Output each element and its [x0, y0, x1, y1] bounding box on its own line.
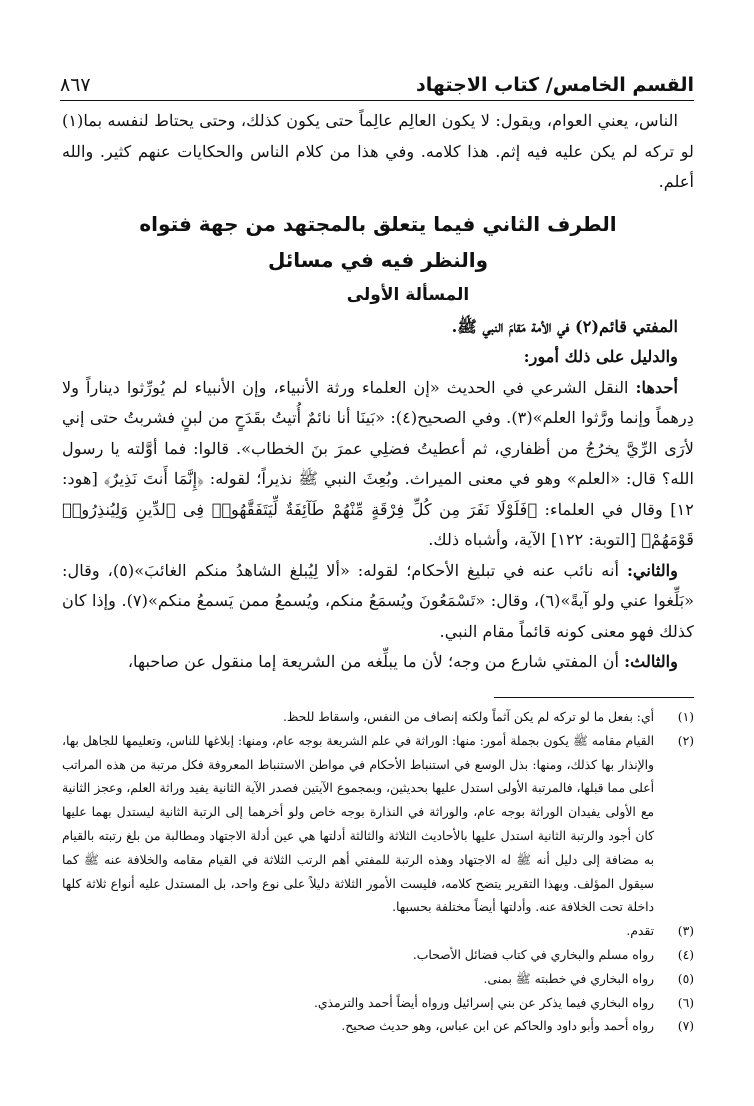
- thesis-statement: المفتي قائم(٢) في الأمة مَقامَ النبي ﷺ.: [451, 316, 678, 336]
- footnote: [62, 968, 694, 992]
- footnote-number: (٤): [677, 947, 694, 962]
- first-argument: [62, 373, 694, 556]
- footnote: [62, 1015, 694, 1039]
- footnote: [62, 992, 694, 1016]
- first-argument-text: النقل الشرعي في الحديث «إن العلماء ورثة الأنبياء، وإن الأنبياء لم يُورِّثوا ديناراً ولا دِرهماً وإنما ورَّثوا العلم»(٣). وفي الصحيح(٤): «بَينَا أنا نائمٌ أُتيتُ بقَدَحٍ من لبنٍ فشربتُ حتى إني لأرَى الرِّيَّ يخرُجُ من أظفاري، ثم أعطيتُ فضلِي عمرَ بنَ الخطاب». قالوا: فما أوَّلته يا رسول الله؟ قال: «العلم» وهو في معنى الميراث. وبُعِثَ النبي ﷺ نذيراً؛ لقوله: ﴿إِنَّمَا أَنتَ نَذِيرٌ﴾ [هود: ١٢] وقال في العلماء: ﴿فَلَوْلَا نَفَرَ مِن كُلِّ فِرْقَةٍ مِّنْهُمْ طَآئِفَةٌ لِّيَتَفَقَّهُوا۟ فِى ٱلدِّينِ وَلِيُنذِرُوا۟ قَوْمَهُمْ﴾ [التوبة: ١٢٢] الآية، وأشباه ذلك.: [62, 377, 694, 549]
- footnote: [62, 920, 694, 944]
- footnotes: [62, 706, 694, 1039]
- footnote: [62, 730, 694, 920]
- footnote-text: القيام مقامه ﷺ يكون بجملة أمور: منها: الوراثة في علم الشريعة بوجه عام، ومنها: إبلاغها للناس، وتعليمها للجاهل بها، والإنذار بها كذلك، ومنها: بذل الوسع في استنباط الأحكام في مواطن الاستنباط المعروفة فكل مرتبة من هذه المراتب أعلى مما قبلها، فالمرتبة الأولى استدل عليها بحديثين، وبمجموع الآيتين فصدر الآية الثانية يفيد وراثة العلم، وعجز الثانية مع الأولى يفيدان الوراثة بوجه عام، والوراثة في النذارة بوجه خاص ولو أخرهما إلى الرتبة الثانية ليستدل بهما عليها كان أجود والرتبة الثانية استدل عليها بالأحاديث الثلاثة والثالثة أدلتها هي عين أدلة الاجتهاد ومطالبة من بلغ رتبته بالقيام به مضافة إلى دليل أنه ﷺ له الاجتهاد وهذه الرتبة للمفتي أهم الرتب الثلاثة في القيام مقامه والخلافة عنه ﷺ كما سيقول المؤلف. وبهذا التقرير يتضح كلامه، فليست الأمور الثلاثة دليلاً على نوع واحد، بل المستدل عليه أنواع ثلاثة كلها داخلة تحت الخلافة عنه. وأدلتها أيضاً مختلفة بحسبها.: [62, 733, 654, 915]
- evidence-intro: والدليل على ذلك أمور:: [523, 347, 678, 366]
- part-heading-line-1: الطرف الثاني فيما يتعلق بالمجتهد من جهة فتواه: [139, 211, 617, 236]
- third-argument: [62, 647, 694, 678]
- second-argument: [62, 556, 694, 648]
- first-argument-lead: أحدها:: [635, 377, 678, 397]
- footnote-text: رواه أحمد وأبو داود والحاكم عن ابن عباس، وهو حديث صحيح.: [341, 1019, 654, 1034]
- footnote-number: (٣): [677, 924, 694, 939]
- footnote-number: (٢): [677, 733, 694, 748]
- footnote-separator: [494, 697, 694, 698]
- footnote-text: تقدم.: [626, 924, 654, 939]
- footnote-text: رواه البخاري في خطبته ﷺ بمنى.: [483, 971, 654, 986]
- footnote-number: (٦): [677, 995, 694, 1010]
- third-argument-text: أن المفتي شارع من وجه؛ لأن ما يبلِّغه من الشريعة إما منقول عن صاحبها،: [127, 652, 619, 671]
- second-argument-lead: والثاني:: [626, 560, 678, 580]
- footnote-text: رواه مسلم والبخاري في كتاب فضائل الأصحاب.: [412, 947, 654, 962]
- footnote-number: (٥): [677, 971, 694, 986]
- chapter-title: القسم الخامس/ كتاب الاجتهاد: [415, 74, 694, 96]
- page-number: ٨٦٧: [60, 74, 91, 96]
- part-heading-line-2: والنظر فيه في مسائل: [267, 247, 489, 272]
- section-title: المسألة الأولى: [346, 284, 470, 305]
- second-argument-text: أنه نائب عنه في تبليغ الأحكام؛ لقوله: «ألا لِيُبلغ الشاهدُ منكم الغائبَ»(٥)، وقال: «بَلِّغوا عني ولو آيةً»(٦)، وقال: «تَسْمَعُونَ ويُسمَعُ منكم، ويُسمعُ ممن يَسمعُ منكم»(٧). وإذا كان كذلك فهو معنى كونه قائماً مقام النبي.: [62, 560, 695, 641]
- footnote: [62, 944, 694, 968]
- third-argument-lead: والثالث:: [624, 652, 678, 671]
- footnote: [62, 706, 694, 730]
- running-header: [60, 66, 694, 101]
- footnote-number: (٧): [677, 1019, 694, 1034]
- main-text: [62, 106, 694, 678]
- footnote-text: أي: بفعل ما لو تركه لم يكن آثماً ولكنه إنصاف من النفس، واسقاط للحظ.: [283, 710, 654, 724]
- intro-paragraph: الناس، يعني العوام، ويقول: لا يكون العالِم عالِماً حتى يكون كذلك، وحتى يحتاط لنفسه بما(١) لو تركه لم يكن عليه فيه إثم. هذا كلامه. وفي هذا من كلام الناس والحكايات عنهم كثير. والله أعلم.: [62, 111, 694, 191]
- footnote-text: رواه البخاري فيما يذكر عن بني إسرائيل ورواه أيضاً أحمد والترمذي.: [313, 995, 654, 1010]
- footnote-number: (١): [677, 710, 694, 724]
